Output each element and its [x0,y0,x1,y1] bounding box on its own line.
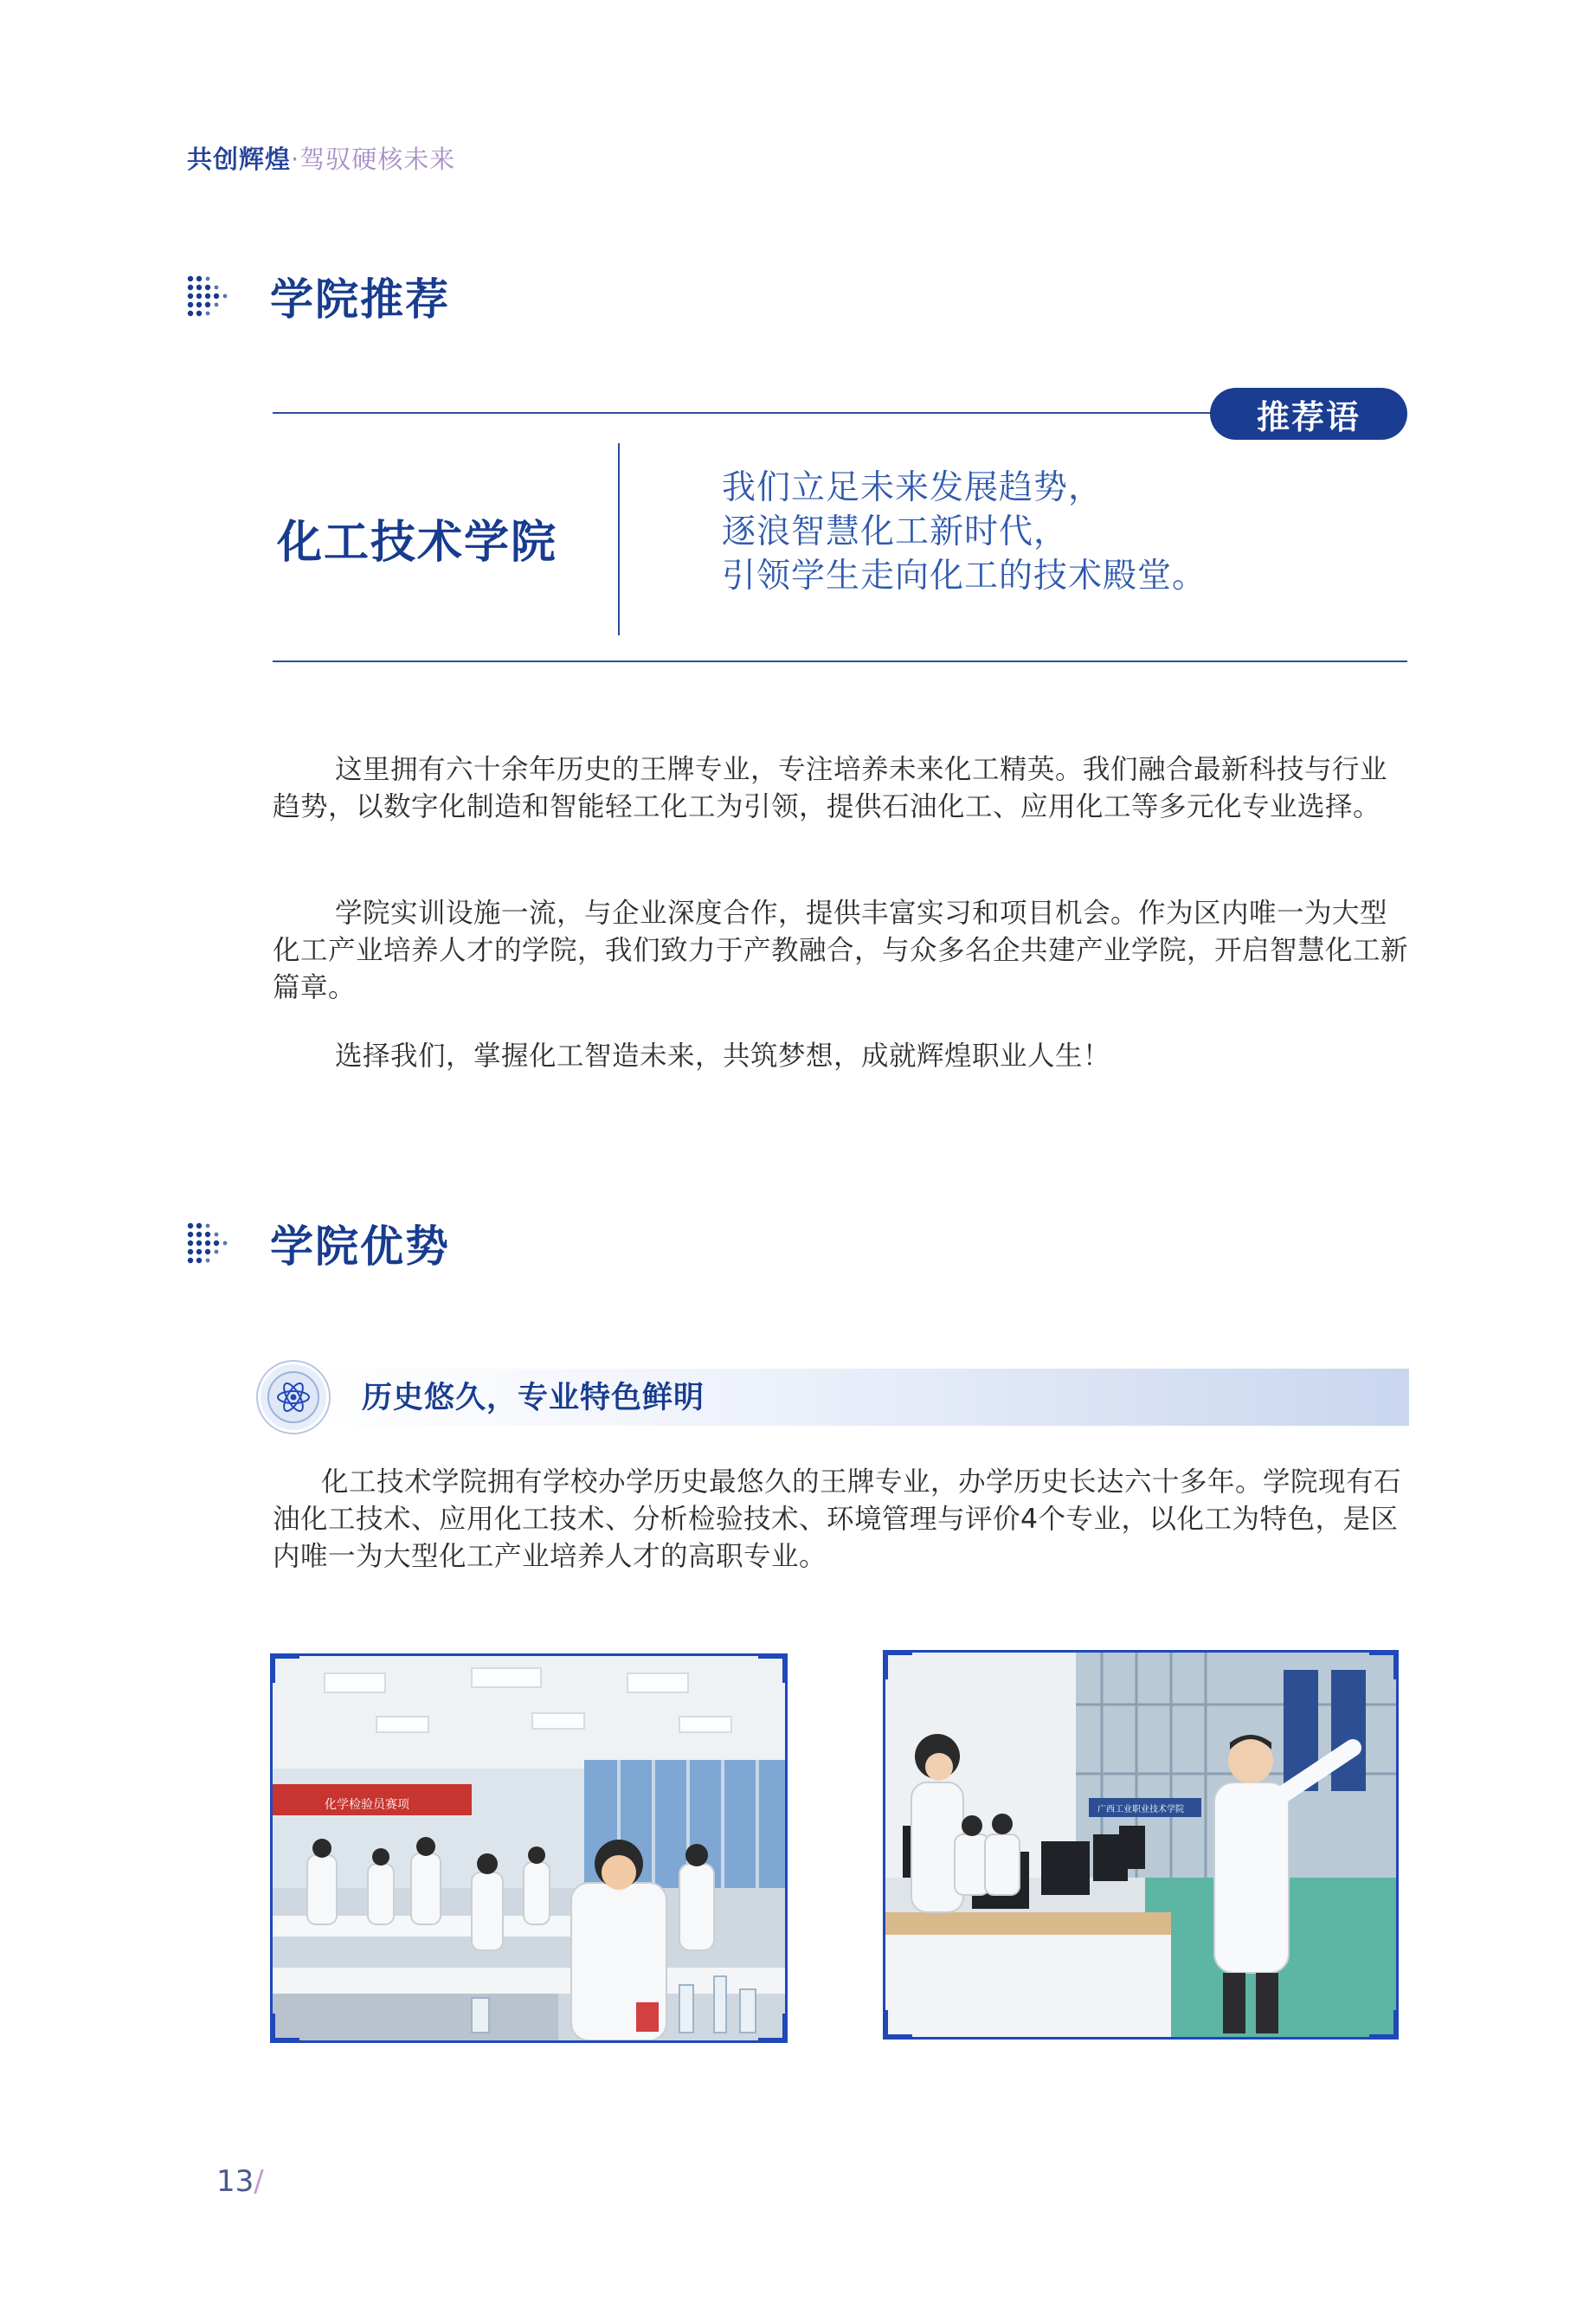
page-number-value: 13 [216,2164,254,2199]
section-recommend-heading [185,265,450,327]
section-title-advantage: 学院优势 [270,1221,450,1272]
frame-corner [1369,2010,1399,2040]
header-tag-strong: 共创辉煌 [187,145,292,174]
header-tagline [187,140,455,176]
intro-paragraph: 这里拥有六十余年历史的王牌专业，专注培养未来化工精英。我们融合最新科技与行业趋势，以数字化制造和智能轻工化工为引领，提供石油化工、应用化工等多元化专业选择。 [273,754,1388,822]
advantage-badge [258,1362,329,1433]
intro-paragraph: 学院实训设施一流，与企业深度合作，提供丰富实习和项目机会。作为区内唯一为大型化工产业培养人才的学院，我们致力于产教融合，与众多名企共建产业学院，开启智慧化工新篇章。 [273,898,1409,1003]
page-number [216,2164,264,2199]
frame-corner [758,2014,788,2043]
advantage-paragraph: 化工技术学院拥有学校办学历史最悠久的王牌专业，办学历史长达六十多年。学院现有石油化工技术、应用化工技术、分析检验技术、环境管理与评价4个专业，以化工为特色，是区内唯一为大型化工产业培养人才的高职专业。 [273,1466,1402,1572]
intro-paragraph: 选择我们，掌握化工智造未来，共筑梦想，成就辉煌职业人生！ [335,1041,1111,1072]
recommend-divider [618,443,620,635]
frame-corner [270,2014,299,2043]
recommend-pill: 推荐语 [1210,388,1407,440]
lab-banner-text: 化学检验员赛项 [325,1798,409,1812]
lab-photo-left [270,1653,788,2043]
recommend-bottom-rule [273,661,1407,662]
atom-icon [274,1378,312,1416]
dots-arrow-icon [185,1219,234,1267]
slogan-line: 引领学生走向化工的技术殿堂。 [722,557,1207,596]
section-title-recommend: 学院推荐 [270,274,450,325]
frame-corner [883,2010,912,2040]
frame-corner [883,1650,912,1679]
page-number-slash: / [254,2164,264,2199]
header-tag-light: 驾驭硬核未来 [299,145,456,174]
frame-corner [270,1653,299,1683]
frame-corner [1369,1650,1399,1679]
recommend-top-rule [273,412,1251,414]
lab-photo-right [883,1650,1399,2040]
slogan-line: 逐浪智慧化工新时代， [722,512,1069,551]
dots-arrow-icon [185,272,234,320]
college-name: 化工技术学院 [277,517,558,569]
advantage-subheading-bar [258,1362,1409,1440]
slogan-line: 我们立足未来发展趋势， [722,468,1104,507]
advantage-heading: 历史悠久，专业特色鲜明 [362,1381,705,1415]
header-tag-sep: · [291,145,300,174]
equipment-sign-text: 广西工业职业技术学院 [1097,1805,1184,1814]
frame-corner [758,1653,788,1683]
recommend-slogan [722,466,1207,598]
section-advantage-heading [185,1212,450,1274]
